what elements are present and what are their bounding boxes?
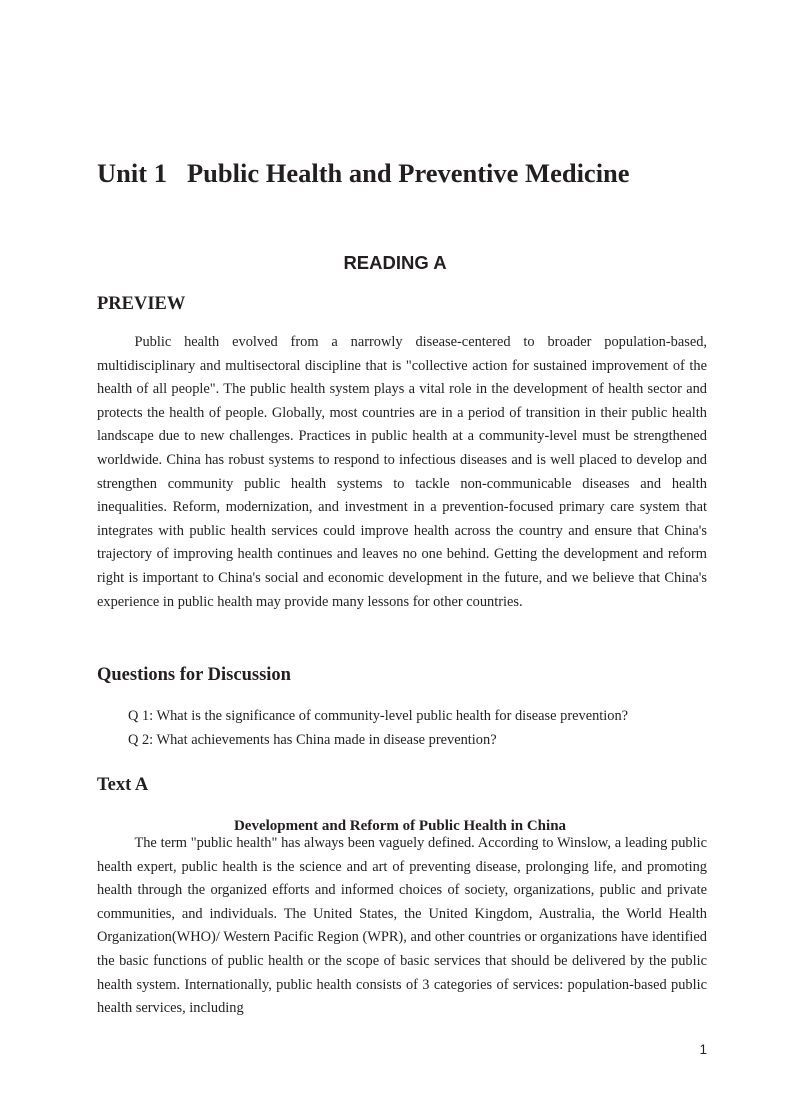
text-a-heading: Text A [97, 775, 149, 795]
preview-paragraph: Public health evolved from a narrowly disease-centered to broader population-based, multidisciplinary and multisectoral discipline that is "collective action for sustained improvement of the health of all people". The public health system plays a vital role in the development of health sector and protects the health of people. Globally, most countries are in a period of transition in their public health landscape due to new challenges. Practices in public health at a community-level must be strengthened worldwide. China has robust systems to respond to infectious diseases and is well placed to develop and strengthen community public health systems to tackle non-communicable diseases and health inequalities. Reform, modernization, and investment in a prevention-focused primary care system that integrates with public health services could improve health across the country and ensure that China's trajectory of improving health continues and leaves no one behind. Getting the development and reform right is important to China's social and economic development in the future, and we believe that China's experience in public health may provide many lessons for other countries. [97, 334, 707, 610]
page-number: 1 [699, 1042, 707, 1057]
preview-heading: PREVIEW [97, 294, 186, 314]
reading-heading: READING A [343, 252, 447, 273]
discussion-questions [128, 705, 628, 752]
question-item: Q 1: What is the significance of community-level public health for disease prevention? [128, 708, 629, 724]
unit-number: Unit 1 [97, 158, 167, 188]
article-title: Development and Reform of Public Health in China [233, 818, 567, 834]
question-item: Q 2: What achievements has China made in disease prevention? [128, 731, 497, 748]
discussion-heading: Questions for Discussion [97, 665, 291, 685]
unit-title [97, 156, 630, 190]
text-a-paragraph: The term "public health" has always been vaguely defined. According to Winslow, a leading public health expert, public health is the science and art of preventing disease, prolonging life, and promoting health through the organized efforts and informed choices of society, organizations, public and private communities, and individuals. The United States, the United Kingdom, Australia, the World Health Organization(WHO)/ Western Pacific Region (WPR), and other countries or organizations have identified the basic functions of public health or the scope of basic services that should be delivered by the public health system. Internationally, public health consists of 3 categories of services: population-based public health services, including [97, 835, 707, 1017]
unit-name: Public Health and Preventive Medicine [186, 158, 630, 188]
